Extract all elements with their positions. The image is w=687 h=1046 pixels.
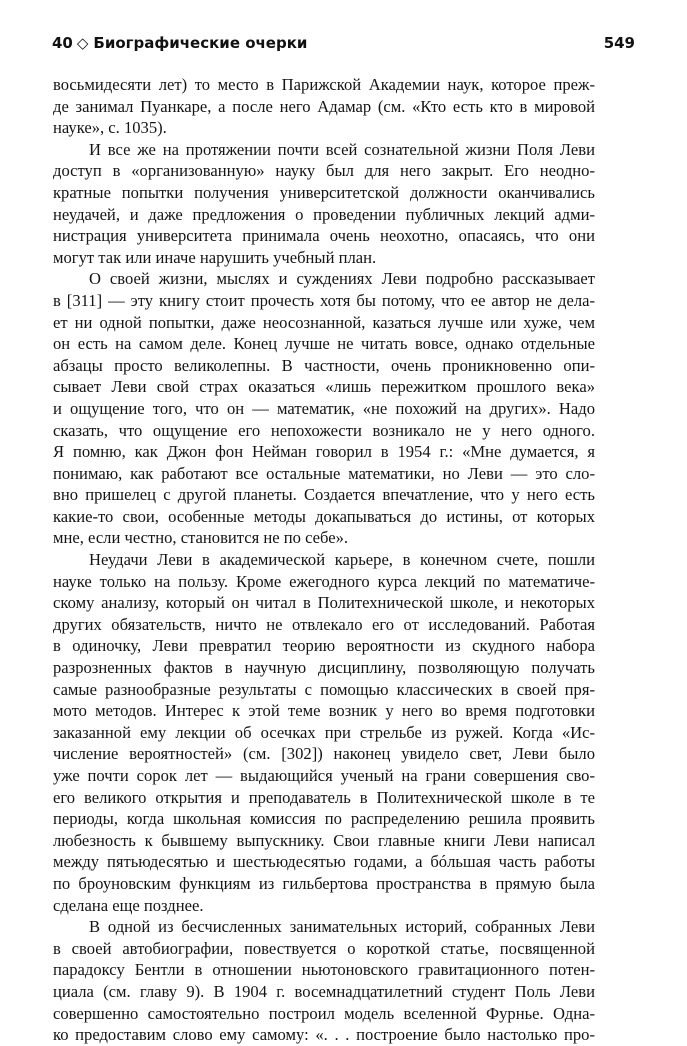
text-line: науке только на пользу. Кроме ежегодного курса лекций по математиче-: [53, 571, 595, 591]
text-line: уже почти сорок лет — выдающийся ученый на грани совершения сво-: [53, 766, 595, 785]
text-line: восьмидесяти лет) то место в Парижской Академии наук, которое преж-: [53, 75, 595, 94]
paragraph: [53, 139, 595, 269]
text-line: кратные попытки получения университетской должности оканчивались: [53, 182, 595, 202]
text-line: В одной из бесчисленных занимательных историй, собранных Леви: [89, 917, 595, 937]
text-line: вно пришелец с другой планеты. Создается впечатление, что у него есть: [53, 485, 595, 505]
paragraph: [53, 268, 595, 549]
text-line: заказанной ему лекции об осечках при стрельбе из ружей. Когда «Ис-: [53, 722, 595, 742]
text-line: в одиночку, Леви превратил теорию вероятности из скудного набора: [53, 636, 595, 656]
page-number-left: 40: [52, 34, 73, 52]
text-line: циала (см. главу 9). В 1904 г. восемнадцатилетний студент Поль Леви: [53, 981, 595, 1001]
text-line: между пятьюдесятью и шестьюдесятью годами, а бóльшая часть работы: [53, 852, 595, 872]
diamond-separator-icon: ◇: [76, 34, 89, 52]
text-line: доступ в «организованную» науку был для него закрыт. Его неодно-: [53, 161, 595, 181]
text-line: какие-то свои, особенные методы докапываться до истины, от которых: [53, 506, 595, 526]
text-line: самые разнообразные результаты с помощью классических в своей пря-: [53, 679, 595, 699]
paragraph: [53, 916, 595, 1046]
text-line: мне, если честно, становится не по себе».: [53, 528, 349, 548]
header-left: [52, 34, 307, 52]
running-header: [52, 34, 635, 58]
text-line: де занимал Пуанкаре, а после него Адамар (см. «Кто есть кто в мировой: [53, 96, 595, 116]
chapter-title: Биографические очерки: [93, 34, 308, 52]
text-line: сделана еще позднее.: [53, 895, 204, 915]
body-text: [53, 74, 595, 1046]
text-line: периоды, когда школьная комиссия по распределению решила проявить: [53, 809, 595, 829]
text-line: нистрация университета принимала очень неохотно, опасаясь, что они: [53, 226, 595, 246]
text-line: мото методов. Интерес к этой теме возник у него во время подготовки: [53, 701, 595, 721]
page-number-right: 549: [603, 34, 635, 52]
text-line: понимаю, как работают все остальные математики, но Леви — это сло-: [53, 463, 595, 483]
text-line: науке», с. 1035).: [53, 118, 167, 138]
text-line: сывает Леви свой страх оказаться «лишь пережитком прошлого века»: [53, 377, 595, 397]
paragraph: [53, 74, 595, 139]
text-line: по броуновским функциям из гильбертова пространства в прямую была: [53, 873, 595, 893]
text-line: совершенно самостоятельно построил модель вселенной Фурнье. Одна-: [53, 1003, 595, 1023]
text-line: О своей жизни, мыслях и суждениях Леви подробно рассказывает: [89, 269, 595, 289]
text-line: могут так или иначе нарушить учебный план.: [53, 247, 377, 267]
text-line: абзацы просто великолепны. В частности, очень проникновенно опи-: [53, 355, 595, 375]
text-line: числение вероятностей» (см. [302]) наконец увидело свет, Леви было: [53, 744, 595, 764]
text-line: скому анализу, который он читал в Политехнической школе, и некоторых: [53, 593, 595, 613]
text-line: сказать, что ощущение его непохожести возникало не у него одного.: [53, 420, 595, 440]
text-line: ко предоставим слово ему самому: «. . . построение было настолько про-: [53, 1025, 595, 1045]
text-line: ет ни одной попытки, даже неосознанной, казаться лучше или хуже, чем: [53, 312, 595, 332]
text-line: он есть на самом деле. Конец лучше не читать вовсе, однако отдельные: [53, 334, 595, 354]
text-line: других обязательств, ничто не отвлекало его от исследований. Работая: [53, 614, 595, 634]
text-line: неудачей, и даже предложения о проведении публичных лекций адми-: [53, 204, 595, 224]
text-line: в [311] — эту книгу стоит прочесть хотя бы потому, что ее автор не дела-: [53, 290, 595, 310]
text-line: и ощущение того, что он — математик, «не похожий на других». Надо: [53, 398, 595, 418]
text-line: любезность к бывшему выпускнику. Свои главные книги Леви написал: [53, 830, 595, 850]
text-line: парадоксу Бентли в отношении ньютоновского гравитационного потен-: [53, 960, 595, 980]
text-line: И все же на протяжении почти всей сознательной жизни Поля Леви: [89, 139, 595, 159]
text-line: в своей автобиографии, повествуется о короткой статье, посвященной: [53, 938, 595, 958]
text-line: Неудачи Леви в академической карьере, в конечном счете, пошли: [89, 550, 595, 570]
paragraph: [53, 549, 595, 916]
text-line: разрозненных фактов в научную дисциплину, позволяющую получать: [53, 658, 595, 678]
text-line: Я помню, как Джон фон Нейман говорил в 1954 г.: «Мне думается, я: [53, 442, 595, 462]
text-line: его великого открытия и преподаватель в Политехнической школе в те: [53, 787, 595, 807]
